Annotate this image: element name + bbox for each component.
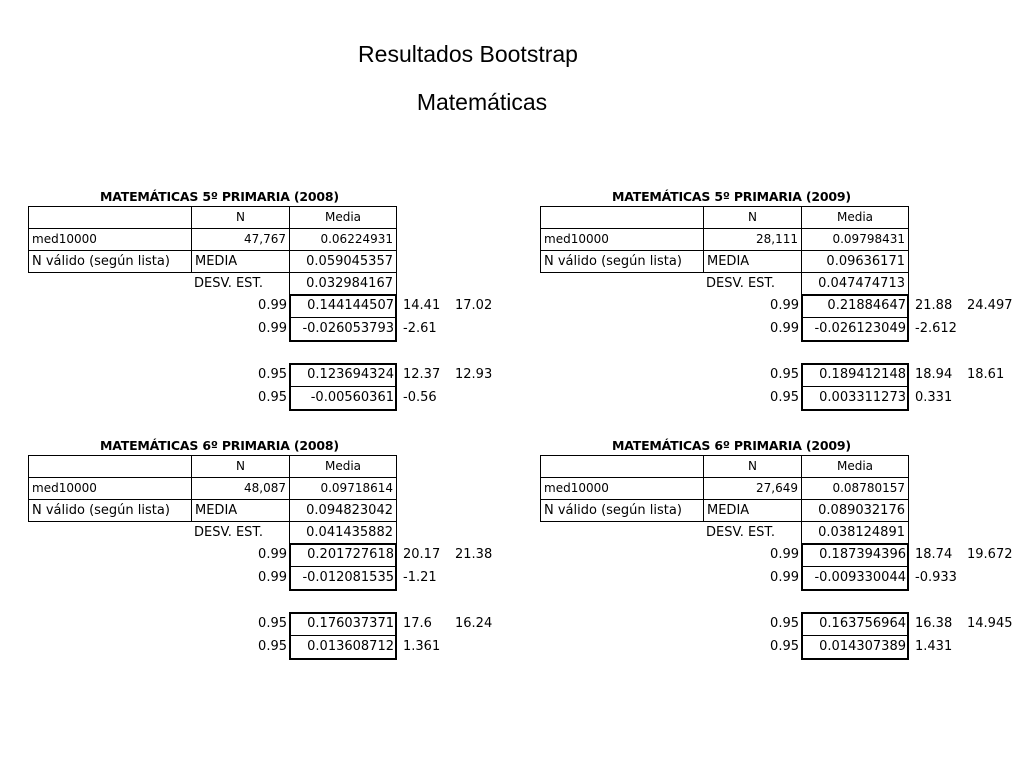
ci95-upper: 0.163756964	[819, 616, 906, 631]
ci99-lower-pct: -1.21	[403, 570, 437, 585]
row-media-value: 0.06224931	[289, 228, 397, 251]
ci95-upper-pct: 17.6	[403, 616, 432, 631]
header-media: Media	[801, 206, 909, 229]
ci99-label: 0.99	[770, 298, 799, 313]
desv-label: DESV. EST.	[194, 525, 263, 540]
ci99-label-lower: 0.99	[258, 321, 287, 336]
ci99-lower-pct: -2.61	[403, 321, 437, 336]
row-label-n-valido: N válido (según lista)	[28, 499, 192, 522]
ci99-upper-pct: 14.41	[403, 298, 441, 313]
ci99-upper: 0.187394396	[819, 547, 906, 562]
ci95-label-lower: 0.95	[258, 390, 287, 405]
header-n: N	[191, 206, 290, 229]
slide-subtitle: Matemáticas	[416, 89, 548, 115]
header-media: Media	[801, 455, 909, 478]
ci95-upper-pct: 18.94	[915, 367, 953, 382]
ci95-upper: 0.123694324	[307, 367, 394, 382]
ci99-upper-extra: 19.672	[967, 547, 1013, 562]
ci95-upper-extra: 16.24	[455, 616, 493, 631]
desv-label: DESV. EST.	[706, 525, 775, 540]
desv-value: 0.032984167	[289, 272, 397, 295]
row-label-n-valido: N válido (según lista)	[28, 250, 192, 273]
row-label-med10000: med10000	[28, 228, 192, 251]
media-value: 0.059045357	[289, 250, 397, 273]
ci99-lower: -0.009330044	[814, 570, 906, 585]
desv-value: 0.047474713	[801, 272, 909, 295]
ci99-upper-extra: 24.497	[967, 298, 1013, 313]
media-label: MEDIA	[703, 499, 802, 522]
ci95-lower: -0.00560361	[310, 390, 394, 405]
header-n: N	[703, 206, 802, 229]
ci95-label: 0.95	[258, 367, 287, 382]
ci95-label: 0.95	[258, 616, 287, 631]
table-title: MATEMÁTICAS 5º PRIMARIA (2008)	[100, 189, 339, 204]
ci95-label-lower: 0.95	[770, 390, 799, 405]
table-title: MATEMÁTICAS 6º PRIMARIA (2008)	[100, 438, 339, 453]
ci95-label-lower: 0.95	[770, 639, 799, 654]
ci99-lower-pct: -0.933	[915, 570, 957, 585]
ci95-upper-pct: 16.38	[915, 616, 953, 631]
ci99-label-lower: 0.99	[770, 570, 799, 585]
ci95-lower-pct: 1.431	[915, 639, 953, 654]
ci99-lower-pct: -2.612	[915, 321, 957, 336]
slide-title: Resultados Bootstrap	[358, 41, 578, 67]
ci99-lower: -0.012081535	[302, 570, 394, 585]
row-label-n-valido: N válido (según lista)	[540, 499, 704, 522]
header-empty-cell	[540, 206, 704, 229]
ci99-label: 0.99	[770, 547, 799, 562]
header-media: Media	[289, 455, 397, 478]
ci95-lower-pct: 0.331	[915, 390, 953, 405]
desv-label: DESV. EST.	[194, 276, 263, 291]
media-value: 0.09636171	[801, 250, 909, 273]
row-n-value: 48,087	[191, 477, 290, 500]
ci95-lower: 0.003311273	[819, 390, 906, 405]
ci99-upper: 0.21884647	[827, 298, 906, 313]
header-n: N	[703, 455, 802, 478]
desv-value: 0.041435882	[289, 521, 397, 544]
table-title: MATEMÁTICAS 6º PRIMARIA (2009)	[612, 438, 851, 453]
row-label-med10000: med10000	[28, 477, 192, 500]
ci95-upper-extra: 12.93	[455, 367, 493, 382]
row-media-value: 0.08780157	[801, 477, 909, 500]
ci99-label: 0.99	[258, 298, 287, 313]
desv-label: DESV. EST.	[706, 276, 775, 291]
ci95-upper: 0.189412148	[819, 367, 906, 382]
media-label: MEDIA	[191, 499, 290, 522]
ci95-label-lower: 0.95	[258, 639, 287, 654]
media-label: MEDIA	[703, 250, 802, 273]
ci95-upper: 0.176037371	[307, 616, 394, 631]
ci95-upper-extra: 14.945	[967, 616, 1013, 631]
header-empty-cell	[28, 206, 192, 229]
table-title: MATEMÁTICAS 5º PRIMARIA (2009)	[612, 189, 851, 204]
row-label-med10000: med10000	[540, 228, 704, 251]
ci95-lower: 0.013608712	[307, 639, 394, 654]
ci99-upper: 0.201727618	[307, 547, 394, 562]
ci99-upper-extra: 21.38	[455, 547, 493, 562]
ci99-label-lower: 0.99	[770, 321, 799, 336]
ci99-upper-pct: 18.74	[915, 547, 953, 562]
ci95-lower-pct: 1.361	[403, 639, 441, 654]
ci95-label: 0.95	[770, 616, 799, 631]
ci99-upper: 0.144144507	[307, 298, 394, 313]
header-empty-cell	[540, 455, 704, 478]
ci99-lower: -0.026053793	[302, 321, 394, 336]
header-media: Media	[289, 206, 397, 229]
row-label-med10000: med10000	[540, 477, 704, 500]
ci99-upper-pct: 21.88	[915, 298, 953, 313]
ci95-upper-pct: 12.37	[403, 367, 441, 382]
row-n-value: 28,111	[703, 228, 802, 251]
ci95-lower: 0.014307389	[819, 639, 906, 654]
row-media-value: 0.09718614	[289, 477, 397, 500]
ci99-upper-extra: 17.02	[455, 298, 493, 313]
ci95-lower-pct: -0.56	[403, 390, 437, 405]
header-empty-cell	[28, 455, 192, 478]
desv-value: 0.038124891	[801, 521, 909, 544]
ci95-upper-extra: 18.61	[967, 367, 1005, 382]
media-label: MEDIA	[191, 250, 290, 273]
row-label-n-valido: N válido (según lista)	[540, 250, 704, 273]
ci99-upper-pct: 20.17	[403, 547, 441, 562]
ci99-label-lower: 0.99	[258, 570, 287, 585]
ci99-label: 0.99	[258, 547, 287, 562]
header-n: N	[191, 455, 290, 478]
row-n-value: 27,649	[703, 477, 802, 500]
row-media-value: 0.09798431	[801, 228, 909, 251]
media-value: 0.094823042	[289, 499, 397, 522]
ci99-lower: -0.026123049	[814, 321, 906, 336]
ci95-label: 0.95	[770, 367, 799, 382]
row-n-value: 47,767	[191, 228, 290, 251]
media-value: 0.089032176	[801, 499, 909, 522]
